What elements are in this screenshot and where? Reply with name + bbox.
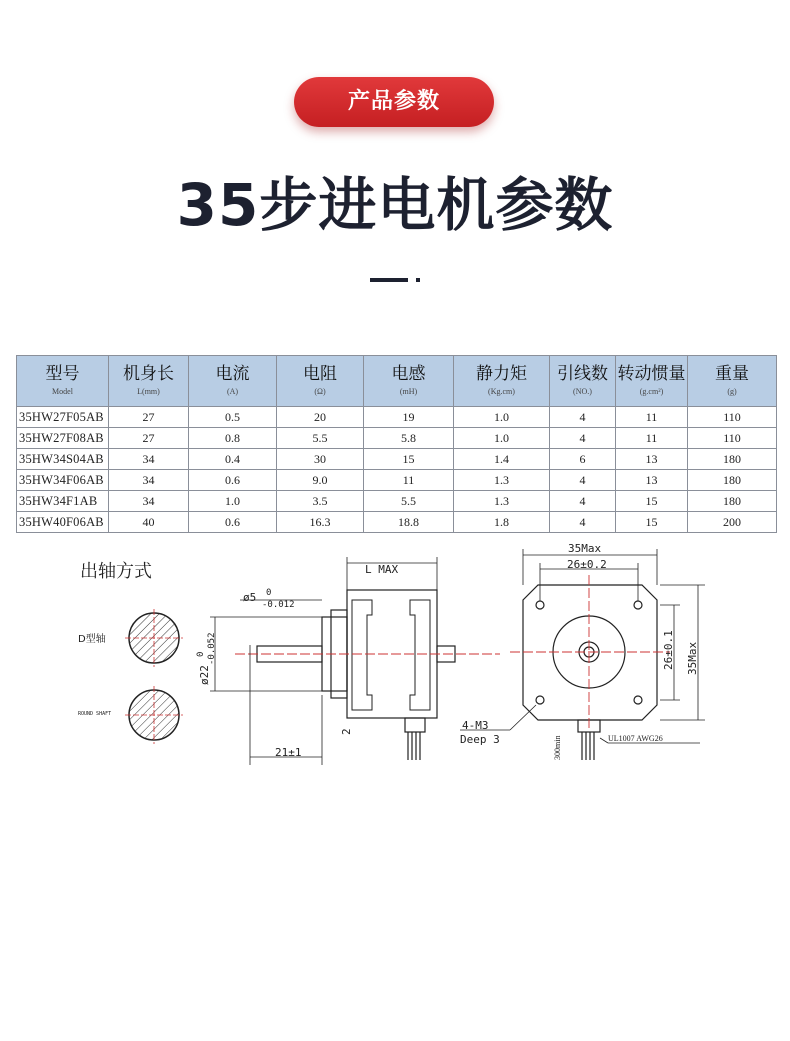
table-cell: 5.5 [364, 491, 454, 512]
table-cell: 34 [109, 449, 189, 470]
table-cell: 180 [688, 449, 777, 470]
thread-depth-label: Deep 3 [460, 733, 500, 746]
boss-tol-lower: -0.052 [207, 632, 217, 665]
table-cell: 180 [688, 470, 777, 491]
column-header [189, 356, 277, 407]
column-header-label: 机身长 [123, 364, 174, 384]
column-header [550, 356, 616, 407]
boss-dia-dim: ø22 [198, 665, 211, 685]
table-row [17, 407, 777, 428]
title-underline [370, 278, 408, 282]
column-header-label: 转动惯量 [617, 364, 686, 384]
column-header-unit: (g.cm²) [639, 387, 664, 396]
table-cell: 110 [688, 428, 777, 449]
table-cell: 11 [364, 470, 454, 491]
side-view [257, 590, 455, 760]
column-header-unit: (NO.) [573, 387, 592, 396]
column-header-unit: (g) [727, 387, 737, 396]
column-header [454, 356, 550, 407]
shaft-length-dim: 21±1 [275, 746, 302, 759]
column-header [616, 356, 688, 407]
page-title: 35步进电机参数 [176, 171, 614, 239]
table-cell: 16.3 [277, 512, 364, 533]
table-cell: 180 [688, 491, 777, 512]
d-shaft-label: D型轴 [78, 634, 106, 645]
table-cell: 1.0 [454, 407, 550, 428]
table-row [17, 470, 777, 491]
table-cell: 15 [364, 449, 454, 470]
table-cell: 0.8 [189, 428, 277, 449]
body-height-dim: 35Max [686, 641, 699, 675]
motor-dimension-drawing [0, 535, 790, 785]
thread-label: 4-M3 [462, 719, 489, 732]
column-header-label: 电感 [391, 364, 426, 384]
model-cell: 35HW34F1AB [17, 491, 109, 512]
hole-pitch-v-dim: 26±0.1 [662, 630, 675, 670]
table-row [17, 428, 777, 449]
l-max-dim: L MAX [365, 563, 399, 576]
shaft-section-title: 出轴方式 [80, 561, 152, 582]
table-cell: 5.5 [277, 428, 364, 449]
column-header-label: 静力矩 [476, 364, 527, 384]
table-row [17, 449, 777, 470]
table-cell: 110 [688, 407, 777, 428]
column-header-label: 引线数 [557, 364, 608, 384]
wire-spec-label: UL1007 AWG26 [608, 734, 663, 743]
table-cell: 1.0 [189, 491, 277, 512]
table-cell: 0.5 [189, 407, 277, 428]
table-cell: 1.3 [454, 470, 550, 491]
table-cell: 9.0 [277, 470, 364, 491]
table-cell: 6 [550, 449, 616, 470]
table-cell: 11 [616, 407, 688, 428]
column-header-unit: (mH) [399, 387, 418, 396]
table-row [17, 491, 777, 512]
table-cell: 1.8 [454, 512, 550, 533]
round-shaft-section-icon [125, 686, 183, 744]
column-header-unit: L(mm) [137, 387, 160, 396]
table-cell: 0.4 [189, 449, 277, 470]
model-cell: 35HW34S04AB [17, 449, 109, 470]
spec-table [16, 355, 777, 533]
section-badge: 产品参数 [294, 77, 494, 127]
table-cell: 27 [109, 407, 189, 428]
table-cell: 34 [109, 491, 189, 512]
table-cell: 13 [616, 470, 688, 491]
column-header [277, 356, 364, 407]
d-shaft-section-icon [125, 609, 183, 667]
shaft-tol-lower: -0.012 [262, 600, 295, 610]
table-cell: 11 [616, 428, 688, 449]
table-cell: 4 [550, 512, 616, 533]
shaft-tol-upper: 0 [266, 588, 272, 598]
table-cell: 1.4 [454, 449, 550, 470]
model-cell: 35HW40F06AB [17, 512, 109, 533]
model-cell: 35HW34F06AB [17, 470, 109, 491]
lead-length-label: 300min [553, 735, 562, 760]
column-header-unit: (Ω) [314, 387, 326, 396]
column-header-unit: Model [52, 387, 73, 396]
round-shaft-label: ROUND SHAFT [78, 711, 112, 717]
column-header [688, 356, 777, 407]
spec-table-header [17, 356, 777, 407]
table-cell: 18.8 [364, 512, 454, 533]
title-underline-dot [416, 278, 420, 282]
table-cell: 1.3 [454, 491, 550, 512]
table-cell: 40 [109, 512, 189, 533]
column-header [364, 356, 454, 407]
body-width-dim: 35Max [568, 542, 602, 555]
table-cell: 34 [109, 470, 189, 491]
model-cell: 35HW27F08AB [17, 428, 109, 449]
column-header [109, 356, 189, 407]
table-cell: 0.6 [189, 470, 277, 491]
hole-pitch-dim: 26±0.2 [567, 558, 607, 571]
table-cell: 27 [109, 428, 189, 449]
table-cell: 4 [550, 407, 616, 428]
column-header-label: 型号 [45, 364, 80, 384]
column-header-unit: (Kg.cm) [488, 387, 515, 396]
table-cell: 4 [550, 491, 616, 512]
boss-tol-upper: 0 [196, 651, 206, 657]
column-header-label: 电流 [215, 364, 250, 384]
column-header-label: 电阻 [303, 364, 337, 384]
shaft-dia-dim: ø5 [243, 591, 257, 604]
table-cell: 5.8 [364, 428, 454, 449]
table-cell: 0.6 [189, 512, 277, 533]
boss-height-dim: 2 [340, 728, 353, 735]
table-cell: 4 [550, 428, 616, 449]
column-header [17, 356, 109, 407]
column-header-label: 重量 [715, 364, 749, 384]
table-cell: 3.5 [277, 491, 364, 512]
column-header-unit: (A) [226, 387, 239, 396]
table-cell: 19 [364, 407, 454, 428]
table-cell: 200 [688, 512, 777, 533]
table-cell: 20 [277, 407, 364, 428]
table-cell: 13 [616, 449, 688, 470]
table-cell: 4 [550, 470, 616, 491]
table-cell: 15 [616, 491, 688, 512]
model-cell: 35HW27F05AB [17, 407, 109, 428]
table-row [17, 512, 777, 533]
table-cell: 30 [277, 449, 364, 470]
table-cell: 1.0 [454, 428, 550, 449]
table-cell: 15 [616, 512, 688, 533]
